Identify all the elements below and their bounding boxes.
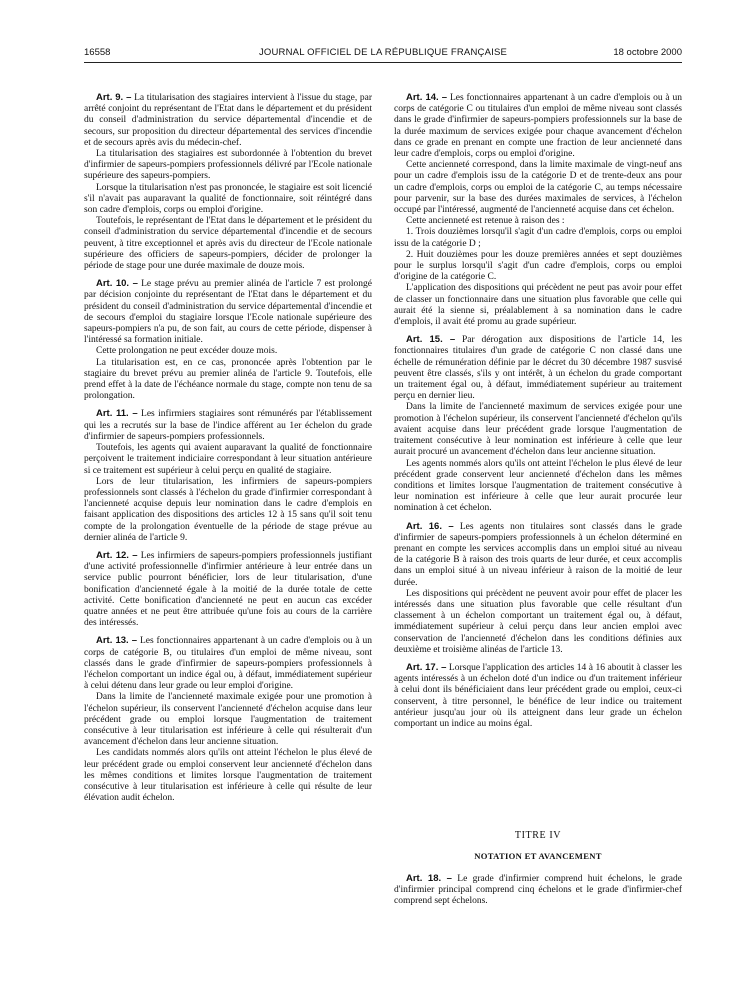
- article-label: Art. 15. –: [406, 334, 456, 346]
- paragraph: [394, 250, 682, 284]
- article-label: Art. 13. –: [96, 635, 138, 647]
- paragraph-text: Cette ancienneté est retenue à raison des :: [406, 216, 565, 227]
- paragraph: [84, 183, 372, 217]
- paragraph-text: Les dispositions qui précèdent ne peuvent avoir pour effet de placer les intéressés dans une situation plus favorable que celle résultant d'un classement à un échelon comportant un traitement égal ou, à défaut, immédiatement supérieur à celui perçu dans leur ancien emploi avec conservation de l'ancienneté d'échelon dans les conditions définies aux deuxième et troisième alinéas de l'article 13.: [394, 588, 682, 655]
- paragraph-text: Lorsque la titularisation n'est pas prononcée, le stagiaire est soit licencié s'il n'avait pas auparavant la qualité de fonctionnaire, soit réintégré dans son cadre d'emplois, corps ou emploi d'origine.: [84, 182, 372, 216]
- paragraph: [394, 589, 682, 656]
- paragraph-text: Toutefois, les agents qui avaient auparavant la qualité de fonctionnaire perçoivent le traitement indiciaire correspondant à leur situation antérieure si ce traitement est supérieur à celui perçu en qualité de stagiaire.: [84, 443, 372, 476]
- paragraph-text: Les fonctionnaires appartenant à un cadre d'emplois ou à un corps de catégorie B, ou titulaires d'un emploi de même niveau, sont classés dans le grade d'infirmier de sapeurs-pompiers professionnels à l'échelon comportant un indice égal ou, à défaut, immédiatement supérieur à celui détenu dans leur grade ou leur emploi d'origine.: [84, 636, 372, 692]
- article-paragraph: [84, 92, 372, 149]
- paragraph: [394, 283, 682, 328]
- paragraph: [394, 160, 682, 216]
- paragraph: [84, 358, 372, 403]
- paragraph: [84, 692, 372, 748]
- paragraph-text: La titularisation des stagiaires intervient à l'issue du stage, par arrêté conjoint du représentant de l'Etat dans le département et du président du conseil d'administration du service départemental d'incendie et de secours, sur proposition du directeur départemental des services d'incendie et de secours après avis du médecin-chef.: [84, 93, 372, 148]
- paragraph-text: L'application des dispositions qui précèdent ne peut pas avoir pour effet de classer un fonctionnaire dans une situation plus favorable que celle qui aurait été la sienne si, préalablement à sa nomination dans le cadre d'emplois, il avait été promu au grade supérieur.: [394, 283, 682, 328]
- paragraph-text: Le stage prévu au premier alinéa de l'article 7 est prolongé par décision conjointe du représentant de l'Etat dans le département et du président du conseil d'administration du service départemental d'incendie et de secours d'emploi du stagiaire lorsque l'Ecole nationale supérieure des sapeurs-pompiers n'a pu, de son fait, au cours de cette période, dispenser à l'intéressé sa formation initiale.: [84, 279, 372, 346]
- paragraph-text: Toutefois, le représentant de l'Etat dans le département et le président du conseil d'administration du service départemental d'incendie et de secours peuvent, à titre exceptionnel et après avis du directeur de l'Ecole nationale supérieure des officiers de sapeurs-pompiers, décider de prolonger la période de stage pour une durée maximale de douze mois.: [84, 216, 372, 272]
- article-label: Art. 10. –: [96, 278, 138, 290]
- paragraph-text: La titularisation est, en ce cas, prononcée après l'obtention par le stagiaire du brevet prévu au premier alinéa de l'article 9. Toutefois, elle prend effet à la date de l'échéance normale du stage, compte non tenu de sa prolongation.: [84, 357, 372, 402]
- article-paragraph: [394, 521, 682, 589]
- article-label: Art. 17. –: [406, 661, 447, 673]
- article-label: Art. 12. –: [96, 549, 138, 561]
- right-column: [394, 92, 682, 972]
- publication-date: 18 octobre 2000: [613, 47, 682, 58]
- article-label: Art. 11. –: [96, 408, 138, 420]
- article-label: Art. 14. –: [406, 92, 448, 103]
- paragraph: [394, 216, 682, 227]
- paragraph-text: Cette prolongation ne peut excéder douze mois.: [96, 346, 278, 357]
- article-label: Art. 16. –: [406, 520, 454, 532]
- article-paragraph: [394, 334, 682, 402]
- paragraph: [84, 346, 372, 357]
- paragraph-text: Lorsque l'application des articles 14 à 16 aboutit à classer les agents intéressés à un échelon doté d'un indice ou d'un traitement inférieur à celui dont ils bénéficiaient dans leur précédent grade ou emploi, ceux-ci conservent, à titre personnel, le bénéfice de leur indice ou traitement antérieur jusqu'au jour où ils atteignent dans leur grade un échelon comportant un indice au moins égal.: [394, 662, 682, 729]
- paragraph-text: Dans la limite de l'ancienneté maximum de services exigée pour une promotion à l'échelon supérieur, ils conservent l'ancienneté d'échelon qu'ils avaient acquise dans leur précédent grade lorsque l'augmentation de traitement consécutive à leur nomination est inférieure à celle que leur aurait procuré un avancement d'échelon dans leur ancienne situation.: [394, 402, 682, 458]
- article-paragraph: [84, 278, 372, 346]
- paragraph-text: Les infirmiers de sapeurs-pompiers professionnels justifiant d'une activité professionnelle d'infirmier antérieure à leur entrée dans un service public pourront bénéficier, lors de leur titularisation, d'une bonification d'ancienneté égale à la moitié de la durée totale de cette activité. Cette bonification d'ancienneté ne peut en aucun cas excéder quatre années et ne peut être attribuée qu'une fois au cours de la carrière des intéressés.: [84, 550, 372, 629]
- journal-title: JOURNAL OFFICIEL DE LA RÉPUBLIQUE FRANÇAISE: [258, 47, 508, 58]
- article-paragraph: [84, 550, 372, 629]
- article-paragraph: [84, 635, 372, 692]
- paragraph-text: Lors de leur titularisation, les infirmiers de sapeurs-pompiers professionnels sont classés à l'échelon du grade d'infirmier correspondant à l'ancienneté acquise depuis leur nomination dans le cadre d'emplois en faisant application des dispositions des articles 12 à 15 sans qu'il soit tenu compte de la prolongation éventuelle de la période de stage prévue au dernier alinéa de l'article 9.: [84, 476, 372, 543]
- paragraph-text: Le grade d'infirmier comprend huit échelons, le grade d'infirmier principal comprend cinq échelons et le grade d'infirmier-chef comprend sept échelons.: [394, 873, 682, 906]
- section-subtitle: NOTATION ET AVANCEMENT: [474, 851, 602, 862]
- paragraph: [84, 748, 372, 804]
- paragraph-text: Dans la limite de l'ancienneté maximale exigée pour une promotion à l'échelon supérieur, ils conservent l'ancienneté d'échelon acquise dans leur précédent grade ou emploi lorsque l'augmentation de traitement consécutive à leur titularisation est inférieure à celle qui résulterait d'un avancement d'échelon dans leur ancienne situation.: [84, 692, 372, 748]
- paragraph-text: Les candidats nommés alors qu'ils ont atteint l'échelon le plus élevé de leur précédent grade ou emploi conservent leur ancienneté d'échelon dans les mêmes conditions et limites lorsque l'augmentation de traitement consécutive à leur titularisation est inférieure à celle qui résulte de leur élévation audit échelon.: [84, 748, 372, 804]
- paragraph: [84, 216, 372, 272]
- paragraph-text: Par dérogation aux dispositions de l'article 14, les fonctionnaires titulaires d'un grade de catégorie C non classé dans une échelle de rémunération définie par le décret du 30 décembre 1987 susvisé peuvent être classés, s'ils y ont intérêt, à un échelon du grade comportant un traitement égal ou, à défaut, immédiatement supérieur au traitement perçu en dernier lieu.: [394, 335, 682, 402]
- article-paragraph: [394, 662, 682, 730]
- paragraph: [394, 459, 682, 515]
- paragraph-text: 2. Huit douzièmes pour les douze premières années et sept douzièmes pour le surplus lorsqu'il s'agit d'un cadre d'emplois, corps ou emploi d'origine de la catégorie C.: [394, 249, 682, 283]
- article-paragraph: [394, 92, 682, 160]
- paragraph-text: Les agents non titulaires sont classés dans le grade d'infirmier de sapeurs-pompiers professionnels à un échelon déterminé en prenant en compte les services accomplis dans un emploi situé au niveau de la catégorie B à raison des trois quarts de leur durée, et ceux accomplis dans un emploi situé à un niveau inférieur à raison de la moitié de leur durée.: [394, 521, 682, 588]
- paragraph: [394, 227, 682, 249]
- article-label: Art. 9. –: [96, 92, 132, 103]
- page-number: 16558: [84, 47, 111, 58]
- article-paragraph: [84, 408, 372, 443]
- paragraph-text: Les fonctionnaires appartenant à un cadre d'emplois ou à un corps de catégorie C ou titulaires d'un emploi de même niveau sont classés dans le grade d'infirmier de sapeurs-pompiers professionnels sur la base de la durée maximum de services exigée pour chaque avancement d'échelon dans ce grade en prenant en compte une fraction de leur ancienneté dans leur cadre d'emplois, corps ou emploi d'origine.: [394, 93, 682, 160]
- paragraph-text: Les agents nommés alors qu'ils ont atteint l'échelon le plus élevé de leur précédent grade conservent leur ancienneté d'échelon dans les mêmes conditions et limites lorsque l'augmentation de traitement consécutive à leur nomination est inférieure à celle que leur aurait procurée leur nomination à cet échelon.: [394, 458, 682, 514]
- paragraph-text: 1. Trois douzièmes lorsqu'il s'agit d'un cadre d'emplois, corps ou emploi issu de la catégorie D ;: [394, 227, 682, 249]
- page-header: [84, 47, 682, 61]
- paragraph: [84, 149, 372, 183]
- header-rule: [84, 62, 682, 63]
- paragraph-text: Cette ancienneté correspond, dans la limite maximale de vingt-neuf ans pour un cadre d'emplois issu de la catégorie D et de trente-deux ans pour un cadre d'emplois, corps ou emploi de la catégorie C, au temps nécessaire pour parvenir, sur la base des durées maximales de services, à l'échelon occupé par l'intéressé, augmenté de l'ancienneté acquise dans cet échelon.: [394, 160, 682, 216]
- article-label: Art. 18. –: [406, 872, 452, 884]
- section-title: TITRE IV: [514, 830, 562, 842]
- paragraph: [394, 402, 682, 458]
- article-paragraph: [394, 873, 682, 908]
- paragraph-text: La titularisation des stagiaires est subordonnée à l'obtention du brevet d'infirmier de sapeurs-pompiers professionnels délivré par l'Ecole nationale supérieure des sapeurs-pompiers.: [84, 149, 372, 182]
- paragraph-text: Les infirmiers stagiaires sont rémunérés par l'établissement qui les a recrutés sur la base de l'indice afférent au 1er échelon du grade d'infirmier de sapeurs-pompiers professionnels.: [84, 409, 372, 442]
- paragraph: [84, 477, 372, 544]
- paragraph: [84, 443, 372, 477]
- left-column: [84, 92, 372, 972]
